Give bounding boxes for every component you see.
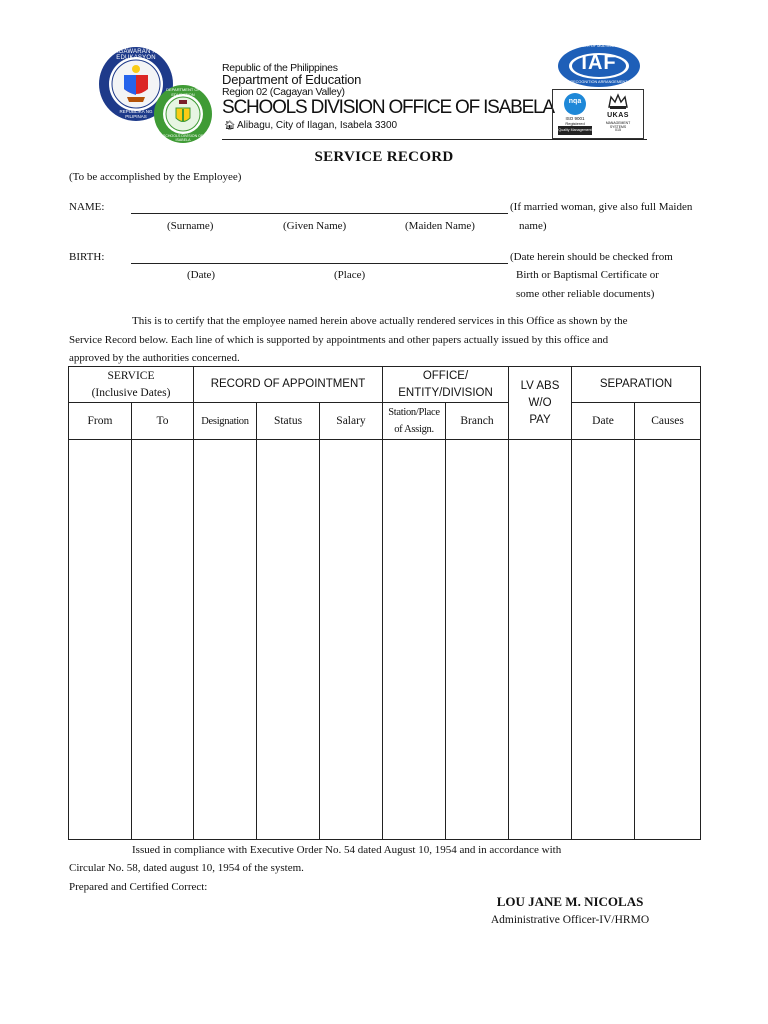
col-from-header: From [69, 403, 132, 440]
lv-header-line2: W/O [528, 396, 552, 409]
station-header-line1: Station/Place [388, 407, 440, 418]
name-note-line1: (If married woman, give also full Maiden [510, 201, 693, 213]
col-status-header: Status [257, 403, 320, 440]
col-station-header [383, 403, 446, 440]
lv-header-line1: LV ABS [520, 379, 560, 392]
col-designation-header: Designation [194, 403, 257, 440]
cell-separation-causes[interactable] [635, 440, 701, 840]
birth-field[interactable] [131, 263, 508, 264]
separation-header: SEPARATION [572, 367, 701, 403]
certify-line1: This is to certify that the employee named herein above actually rendered services in this Office as shown by the [132, 315, 628, 327]
ukas-label: UKAS [607, 112, 629, 119]
office-header-line1: OFFICE/ [422, 369, 469, 382]
certify-line3: approved by the authorities concerned. [69, 352, 240, 364]
service-record-table [68, 366, 701, 840]
deped-seal-text: KAGAWARAN NG EDUKASYON [110, 49, 162, 61]
cell-to[interactable] [132, 440, 194, 840]
header-region: Region 02 (Cagayan Valley) [222, 86, 345, 98]
birth-note-line3: some other reliable documents) [516, 288, 655, 300]
office-entity-division-header [383, 367, 509, 403]
issued-line1: Issued in compliance with Executive Order No. 54 dated August 10, 1954 and in accordance with [132, 844, 562, 856]
division-seal-subtext: SCHOOLS DIVISION OF ISABELA [162, 134, 204, 142]
header-republic: Republic of the Philippines [222, 62, 338, 74]
iaf-label: IAF [581, 52, 617, 74]
nqa-label: nqa [568, 98, 582, 105]
signatory-title: Administrative Officer-IV/HRMO [490, 914, 650, 926]
lv-header-line3: PAY [529, 413, 551, 426]
document-title: SERVICE RECORD [314, 149, 454, 165]
birth-note-line2: Birth or Baptismal Certificate or [516, 269, 659, 281]
cell-from[interactable] [69, 440, 132, 840]
name-label: NAME: [69, 201, 105, 213]
col-causes-header: Causes [635, 403, 701, 440]
crown-icon [607, 92, 629, 110]
service-header-label: SERVICE [107, 369, 155, 382]
ukas-sub-label: MANAGEMENT SYSTEMS [605, 121, 631, 129]
prepared-label: Prepared and Certified Correct: [69, 881, 208, 893]
date-caption: (Date) [187, 269, 216, 281]
table-body-row [69, 440, 701, 840]
cell-station[interactable] [383, 440, 446, 840]
header-rule [222, 139, 647, 140]
given-name-caption: (Given Name) [283, 220, 347, 232]
header-office-name: SCHOOLS DIVISION OFFICE OF ISABELA [222, 97, 554, 118]
station-header-line2: of Assign. [394, 424, 434, 435]
service-header [69, 367, 194, 403]
ukas-number: 015 [615, 128, 621, 132]
iso-sub-label: Registered [565, 121, 585, 126]
birth-note-line1: (Date herein should be checked from [510, 251, 673, 263]
iaf-top-text: MEMBER OF MULTILATERAL [573, 44, 625, 48]
office-header-line2: ENTITY/DIVISION [398, 386, 493, 399]
building-icon: 🏠︎ [224, 120, 236, 130]
header-department: Department of Education [222, 72, 362, 87]
signatory-name: LOU JANE M. NICOLAS [496, 894, 644, 909]
col-to-header: To [132, 403, 194, 440]
surname-caption: (Surname) [167, 220, 214, 232]
name-note-line2: name) [519, 220, 547, 232]
cell-separation-date[interactable] [572, 440, 635, 840]
cell-salary[interactable] [320, 440, 383, 840]
quality-management-label: Quality Management [558, 126, 592, 135]
lv-abs-header [509, 367, 572, 440]
instruction-text: (To be accomplished by the Employee) [69, 171, 242, 183]
cell-lv-abs[interactable] [509, 440, 572, 840]
issued-line2: Circular No. 58, dated august 10, 1954 of the system. [69, 862, 304, 874]
name-field[interactable] [131, 213, 508, 214]
iso-label: ISO 9001 [565, 116, 585, 121]
birth-label: BIRTH: [69, 251, 105, 263]
cell-branch[interactable] [446, 440, 509, 840]
inclusive-dates-label: (Inclusive Dates) [91, 386, 171, 399]
table-header-row-2 [69, 403, 701, 440]
deped-seal-subtext: REPUBLIKA NG PILIPINAS [119, 109, 153, 119]
col-salary-header: Salary [320, 403, 383, 440]
place-caption: (Place) [334, 269, 366, 281]
cell-status[interactable] [257, 440, 320, 840]
division-seal-text: DEPARTMENT OF EDUCATION [166, 87, 200, 97]
col-date-header: Date [572, 403, 635, 440]
cell-designation[interactable] [194, 440, 257, 840]
record-of-appointment-header: RECORD OF APPOINTMENT [194, 367, 383, 403]
col-branch-header: Branch [446, 403, 509, 440]
table-header-row-1 [69, 367, 701, 403]
iaf-bottom-text: RECOGNITION ARRANGEMENT [570, 80, 628, 84]
header-address: Alibagu, City of Ilagan, Isabela 3300 [237, 120, 398, 131]
certify-line2: Service Record below. Each line of which is supported by appointments and other papers actually issued by this office and [69, 334, 609, 346]
maiden-name-caption: (Maiden Name) [405, 220, 475, 232]
